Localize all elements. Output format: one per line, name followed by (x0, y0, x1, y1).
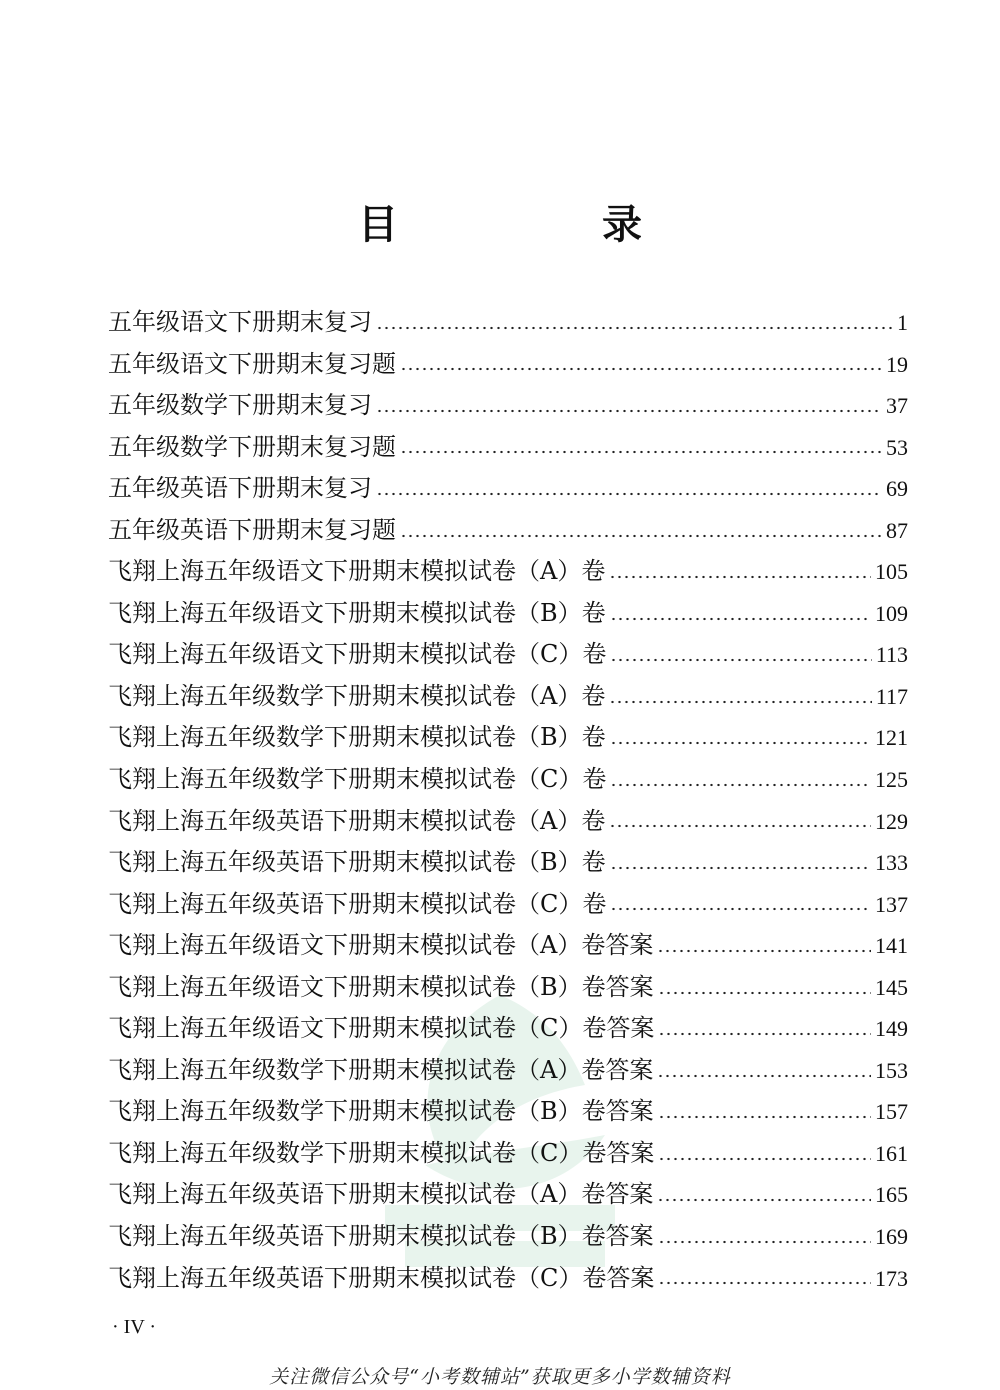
toc-entry-label: 飞翔上海五年级英语下册期末模拟试卷（B）卷 (108, 848, 606, 877)
toc-entry[interactable] (108, 801, 908, 843)
toc-entry[interactable] (108, 385, 908, 427)
toc-dot-leader (609, 809, 871, 833)
toc-entry-label: 飞翔上海五年级数学下册期末模拟试卷（A）卷 (108, 681, 606, 710)
page-number: · IV · (112, 1316, 157, 1338)
toc-dot-leader (400, 519, 882, 543)
toc-entry-label: 五年级英语下册期末复习 (108, 474, 372, 503)
toc-entry-label: 飞翔上海五年级数学下册期末模拟试卷（C）卷 (108, 765, 607, 794)
toc-entry-label: 飞翔上海五年级英语下册期末模拟试卷（C）卷 (108, 889, 607, 918)
toc-entry-page: 137 (875, 891, 908, 917)
toc-entry-label: 飞翔上海五年级数学下册期末模拟试卷（C）卷答案 (108, 1138, 655, 1167)
toc-entry[interactable] (108, 510, 908, 552)
toc-entry-label: 飞翔上海五年级数学下册期末模拟试卷（A）卷答案 (108, 1055, 654, 1084)
toc-entry[interactable] (108, 1091, 908, 1133)
toc-entry[interactable] (108, 593, 908, 635)
toc-entry[interactable] (108, 717, 908, 759)
toc-entry-page: 153 (875, 1057, 908, 1083)
toc-entry-page: 1 (897, 310, 908, 335)
toc-entry[interactable] (108, 468, 908, 510)
toc-entry[interactable] (108, 1216, 908, 1258)
toc-entry[interactable] (108, 427, 908, 469)
toc-entry-page: 19 (886, 351, 908, 377)
toc-dot-leader (610, 892, 871, 916)
toc-entry-label: 飞翔上海五年级语文下册期末模拟试卷（C）卷答案 (108, 1014, 655, 1043)
footer-note: 关注微信公众号“小考数辅站”获取更多小学数辅资料 (269, 1366, 731, 1388)
toc-entry-label: 飞翔上海五年级语文下册期末模拟试卷（A）卷答案 (108, 931, 654, 960)
toc-entry-page: 113 (875, 642, 908, 668)
toc-entry-page: 133 (875, 850, 908, 876)
toc-entry-page: 105 (875, 559, 908, 585)
toc-entry[interactable] (108, 967, 908, 1009)
toc-dot-leader (610, 851, 871, 875)
toc-entry-page: 165 (875, 1182, 908, 1208)
toc-entry-page: 161 (875, 1140, 908, 1166)
table-of-contents (108, 302, 908, 1299)
toc-entry-label: 飞翔上海五年级英语下册期末模拟试卷（C）卷答案 (108, 1263, 655, 1292)
toc-dot-leader (658, 1100, 871, 1124)
toc-entry[interactable] (108, 925, 908, 967)
toc-dot-leader (658, 976, 871, 1000)
toc-entry-label: 飞翔上海五年级语文下册期末模拟试卷（B）卷答案 (108, 972, 654, 1001)
toc-entry[interactable] (108, 1008, 908, 1050)
toc-dot-leader (658, 1017, 871, 1041)
toc-entry-page: 141 (875, 933, 908, 959)
toc-entry[interactable] (108, 1174, 908, 1216)
toc-entry-label: 五年级语文下册期末复习题 (108, 349, 396, 378)
toc-entry[interactable] (108, 842, 908, 884)
toc-dot-leader (610, 726, 871, 750)
toc-dot-leader (610, 602, 871, 626)
toc-entry[interactable] (108, 759, 908, 801)
toc-entry-page: 149 (875, 1016, 908, 1042)
toc-entry-label: 飞翔上海五年级语文下册期末模拟试卷（B）卷 (108, 598, 606, 627)
toc-dot-leader (376, 311, 893, 335)
toc-dot-leader (657, 934, 871, 958)
toc-entry-label: 飞翔上海五年级英语下册期末模拟试卷（A）卷 (108, 806, 606, 835)
toc-dot-leader (609, 560, 871, 584)
toc-entry-label: 五年级数学下册期末复习 (108, 391, 372, 420)
toc-entry-label: 飞翔上海五年级数学下册期末模拟试卷（B）卷答案 (108, 1097, 654, 1126)
toc-dot-leader (376, 394, 882, 418)
toc-entry-page: 117 (875, 683, 908, 709)
toc-entry[interactable] (108, 344, 908, 386)
toc-entry-label: 五年级语文下册期末复习 (108, 308, 372, 336)
toc-entry[interactable] (108, 1258, 908, 1300)
toc-dot-leader (376, 477, 882, 501)
toc-entry-page: 87 (886, 517, 908, 543)
toc-entry-page: 129 (875, 808, 908, 834)
page-title: 目 录 (358, 201, 724, 248)
toc-entry-label: 飞翔上海五年级语文下册期末模拟试卷（A）卷 (108, 557, 606, 586)
toc-dot-leader (658, 1266, 871, 1290)
toc-entry-label: 五年级英语下册期末复习题 (108, 515, 396, 544)
toc-dot-leader (400, 435, 882, 459)
toc-entry[interactable] (108, 302, 908, 344)
toc-entry-page: 69 (886, 476, 908, 502)
toc-entry-page: 121 (875, 725, 908, 751)
toc-entry[interactable] (108, 1050, 908, 1092)
toc-entry[interactable] (108, 676, 908, 718)
toc-dot-leader (657, 1183, 871, 1207)
toc-entry-page: 37 (886, 393, 908, 419)
toc-entry-label: 五年级数学下册期末复习题 (108, 432, 396, 461)
toc-dot-leader (610, 643, 871, 667)
toc-dot-leader (658, 1225, 871, 1249)
toc-entry-page: 169 (875, 1224, 908, 1250)
toc-dot-leader (610, 768, 871, 792)
toc-entry-page: 145 (875, 974, 908, 1000)
toc-dot-leader (400, 352, 882, 376)
toc-entry-label: 飞翔上海五年级英语下册期末模拟试卷（A）卷答案 (108, 1180, 654, 1209)
toc-dot-leader (657, 1059, 871, 1083)
toc-entry-page: 125 (875, 767, 908, 793)
toc-entry-label: 飞翔上海五年级英语下册期末模拟试卷（B）卷答案 (108, 1222, 654, 1251)
toc-entry[interactable] (108, 634, 908, 676)
toc-entry[interactable] (108, 1133, 908, 1175)
toc-entry[interactable] (108, 551, 908, 593)
toc-entry-label: 飞翔上海五年级语文下册期末模拟试卷（C）卷 (108, 640, 607, 669)
toc-entry-page: 109 (875, 600, 908, 626)
toc-entry-label: 飞翔上海五年级数学下册期末模拟试卷（B）卷 (108, 723, 606, 752)
toc-entry[interactable] (108, 884, 908, 926)
toc-entry-page: 173 (875, 1265, 908, 1291)
toc-dot-leader (658, 1142, 871, 1166)
toc-entry-page: 157 (875, 1099, 908, 1125)
toc-dot-leader (609, 685, 871, 709)
toc-entry-page: 53 (886, 434, 908, 460)
